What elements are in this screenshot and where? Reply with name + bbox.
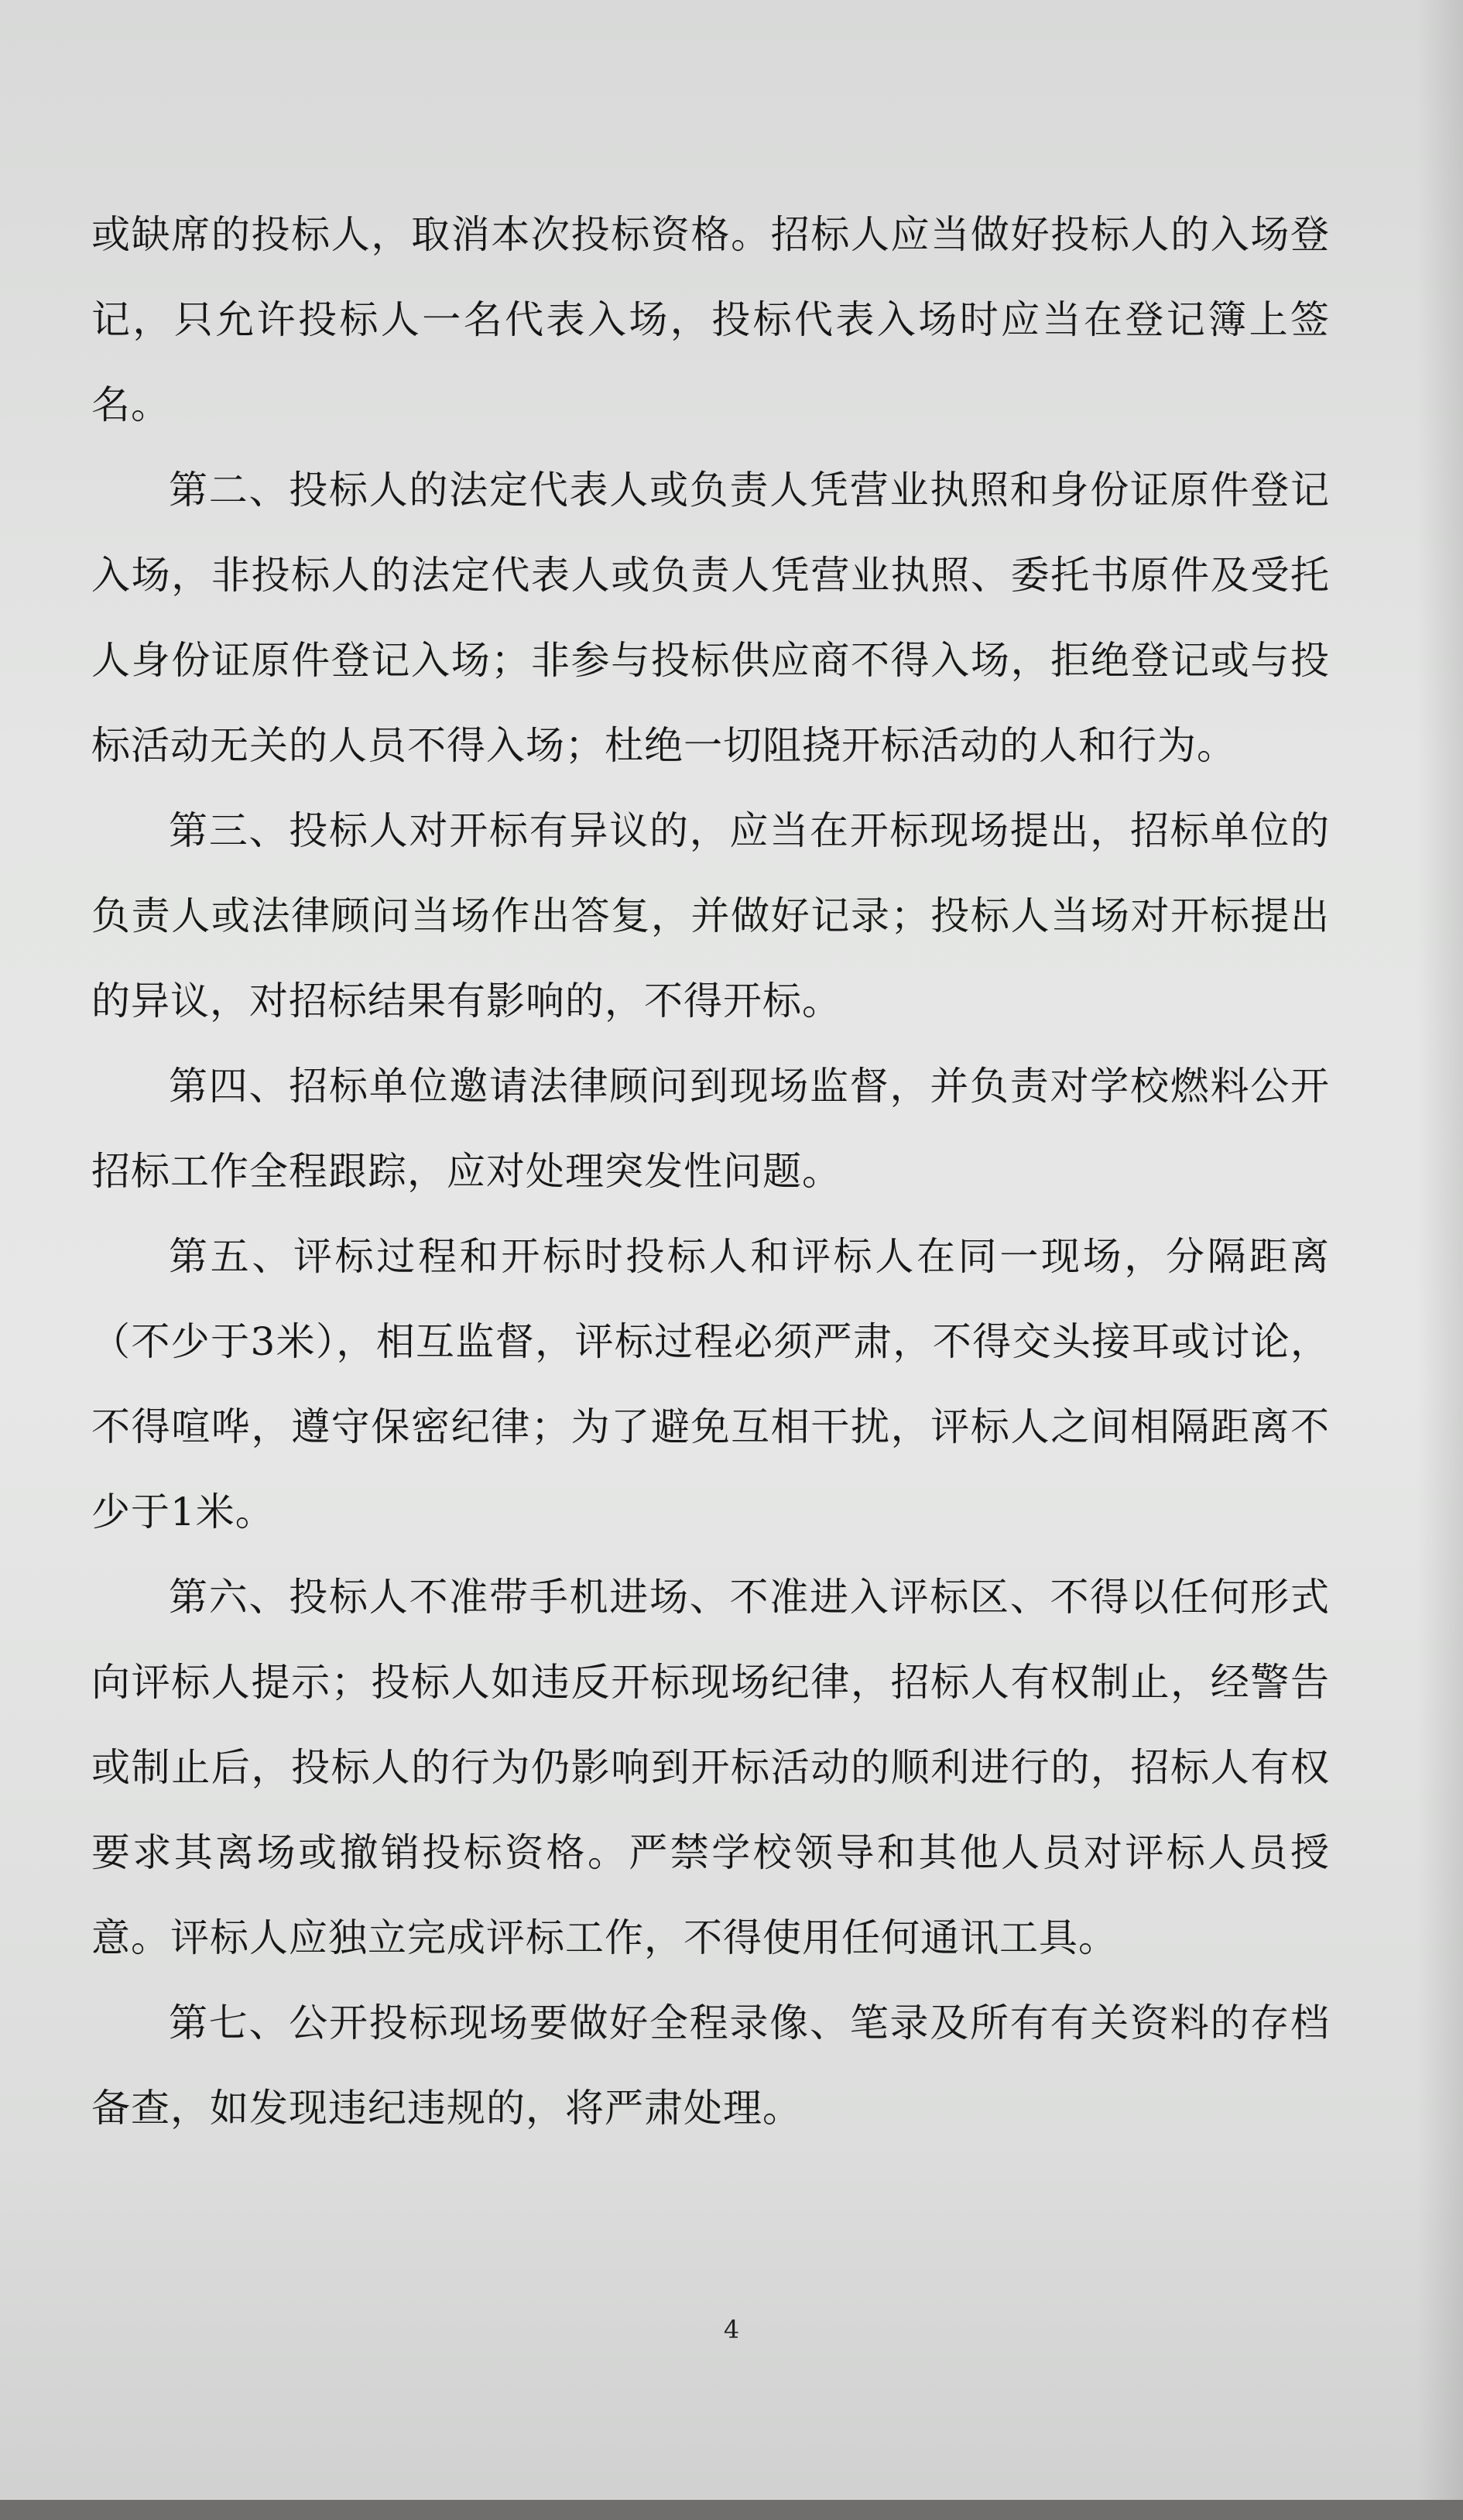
bottom-edge-strip — [0, 2500, 1463, 2520]
paragraph-article-4: 第四、招标单位邀请法律顾问到现场监督，并负责对学校燃料公开招标工作全程跟踪，应对处理突发性问题。 — [91, 1064, 1330, 1194]
paragraph-article-2: 第二、投标人的法定代表人或负责人凭营业执照和身份证原件登记入场，非投标人的法定代表人或负责人凭营业执照、委托书原件及受托人身份证原件登记入场；非参与投标供应商不得入场，拒绝登记或与投标活动无关的人员不得入场；杜绝一切阻挠开标活动的人和行为。 — [91, 468, 1330, 768]
page-shadow — [1417, 0, 1463, 2520]
paragraph-article-5: 第五、评标过程和开标时投标人和评标人在同一现场，分隔距离（不少于3米），相互监督，评标过程必须严肃，不得交头接耳或讨论，不得喧哗，遵守保密纪律；为了避免互相干扰，评标人之间相隔距离不少于1米。 — [91, 1234, 1330, 1534]
paragraph-article-6: 第六、投标人不准带手机进场、不准进入评标区、不得以任何形式向评标人提示；投标人如违反开标现场纪律，招标人有权制止，经警告或制止后，投标人的行为仍影响到开标活动的顺利进行的，招标人有权要求其离场或撤销投标资格。严禁学校领导和其他人员对评标人员授意。评标人应独立完成评标工作，不得使用任何通讯工具。 — [91, 1575, 1330, 1960]
paragraph-article-3: 第三、投标人对开标有异议的，应当在开标现场提出，招标单位的负责人或法律顾问当场作出答复，并做好记录；投标人当场对开标提出的异议，对招标结果有影响的，不得开标。 — [91, 808, 1330, 1023]
paragraph-article-7: 第七、公开投标现场要做好全程录像、笔录及所有有关资料的存档备查，如发现违纪违规的，将严肃处理。 — [91, 2001, 1330, 2131]
document-body — [91, 192, 1330, 2151]
paragraph-continuation: 或缺席的投标人，取消本次投标资格。招标人应当做好投标人的入场登记，只允许投标人一名代表入场，投标代表入场时应当在登记簿上签名。 — [91, 212, 1330, 427]
page-number: 4 — [723, 2315, 740, 2344]
